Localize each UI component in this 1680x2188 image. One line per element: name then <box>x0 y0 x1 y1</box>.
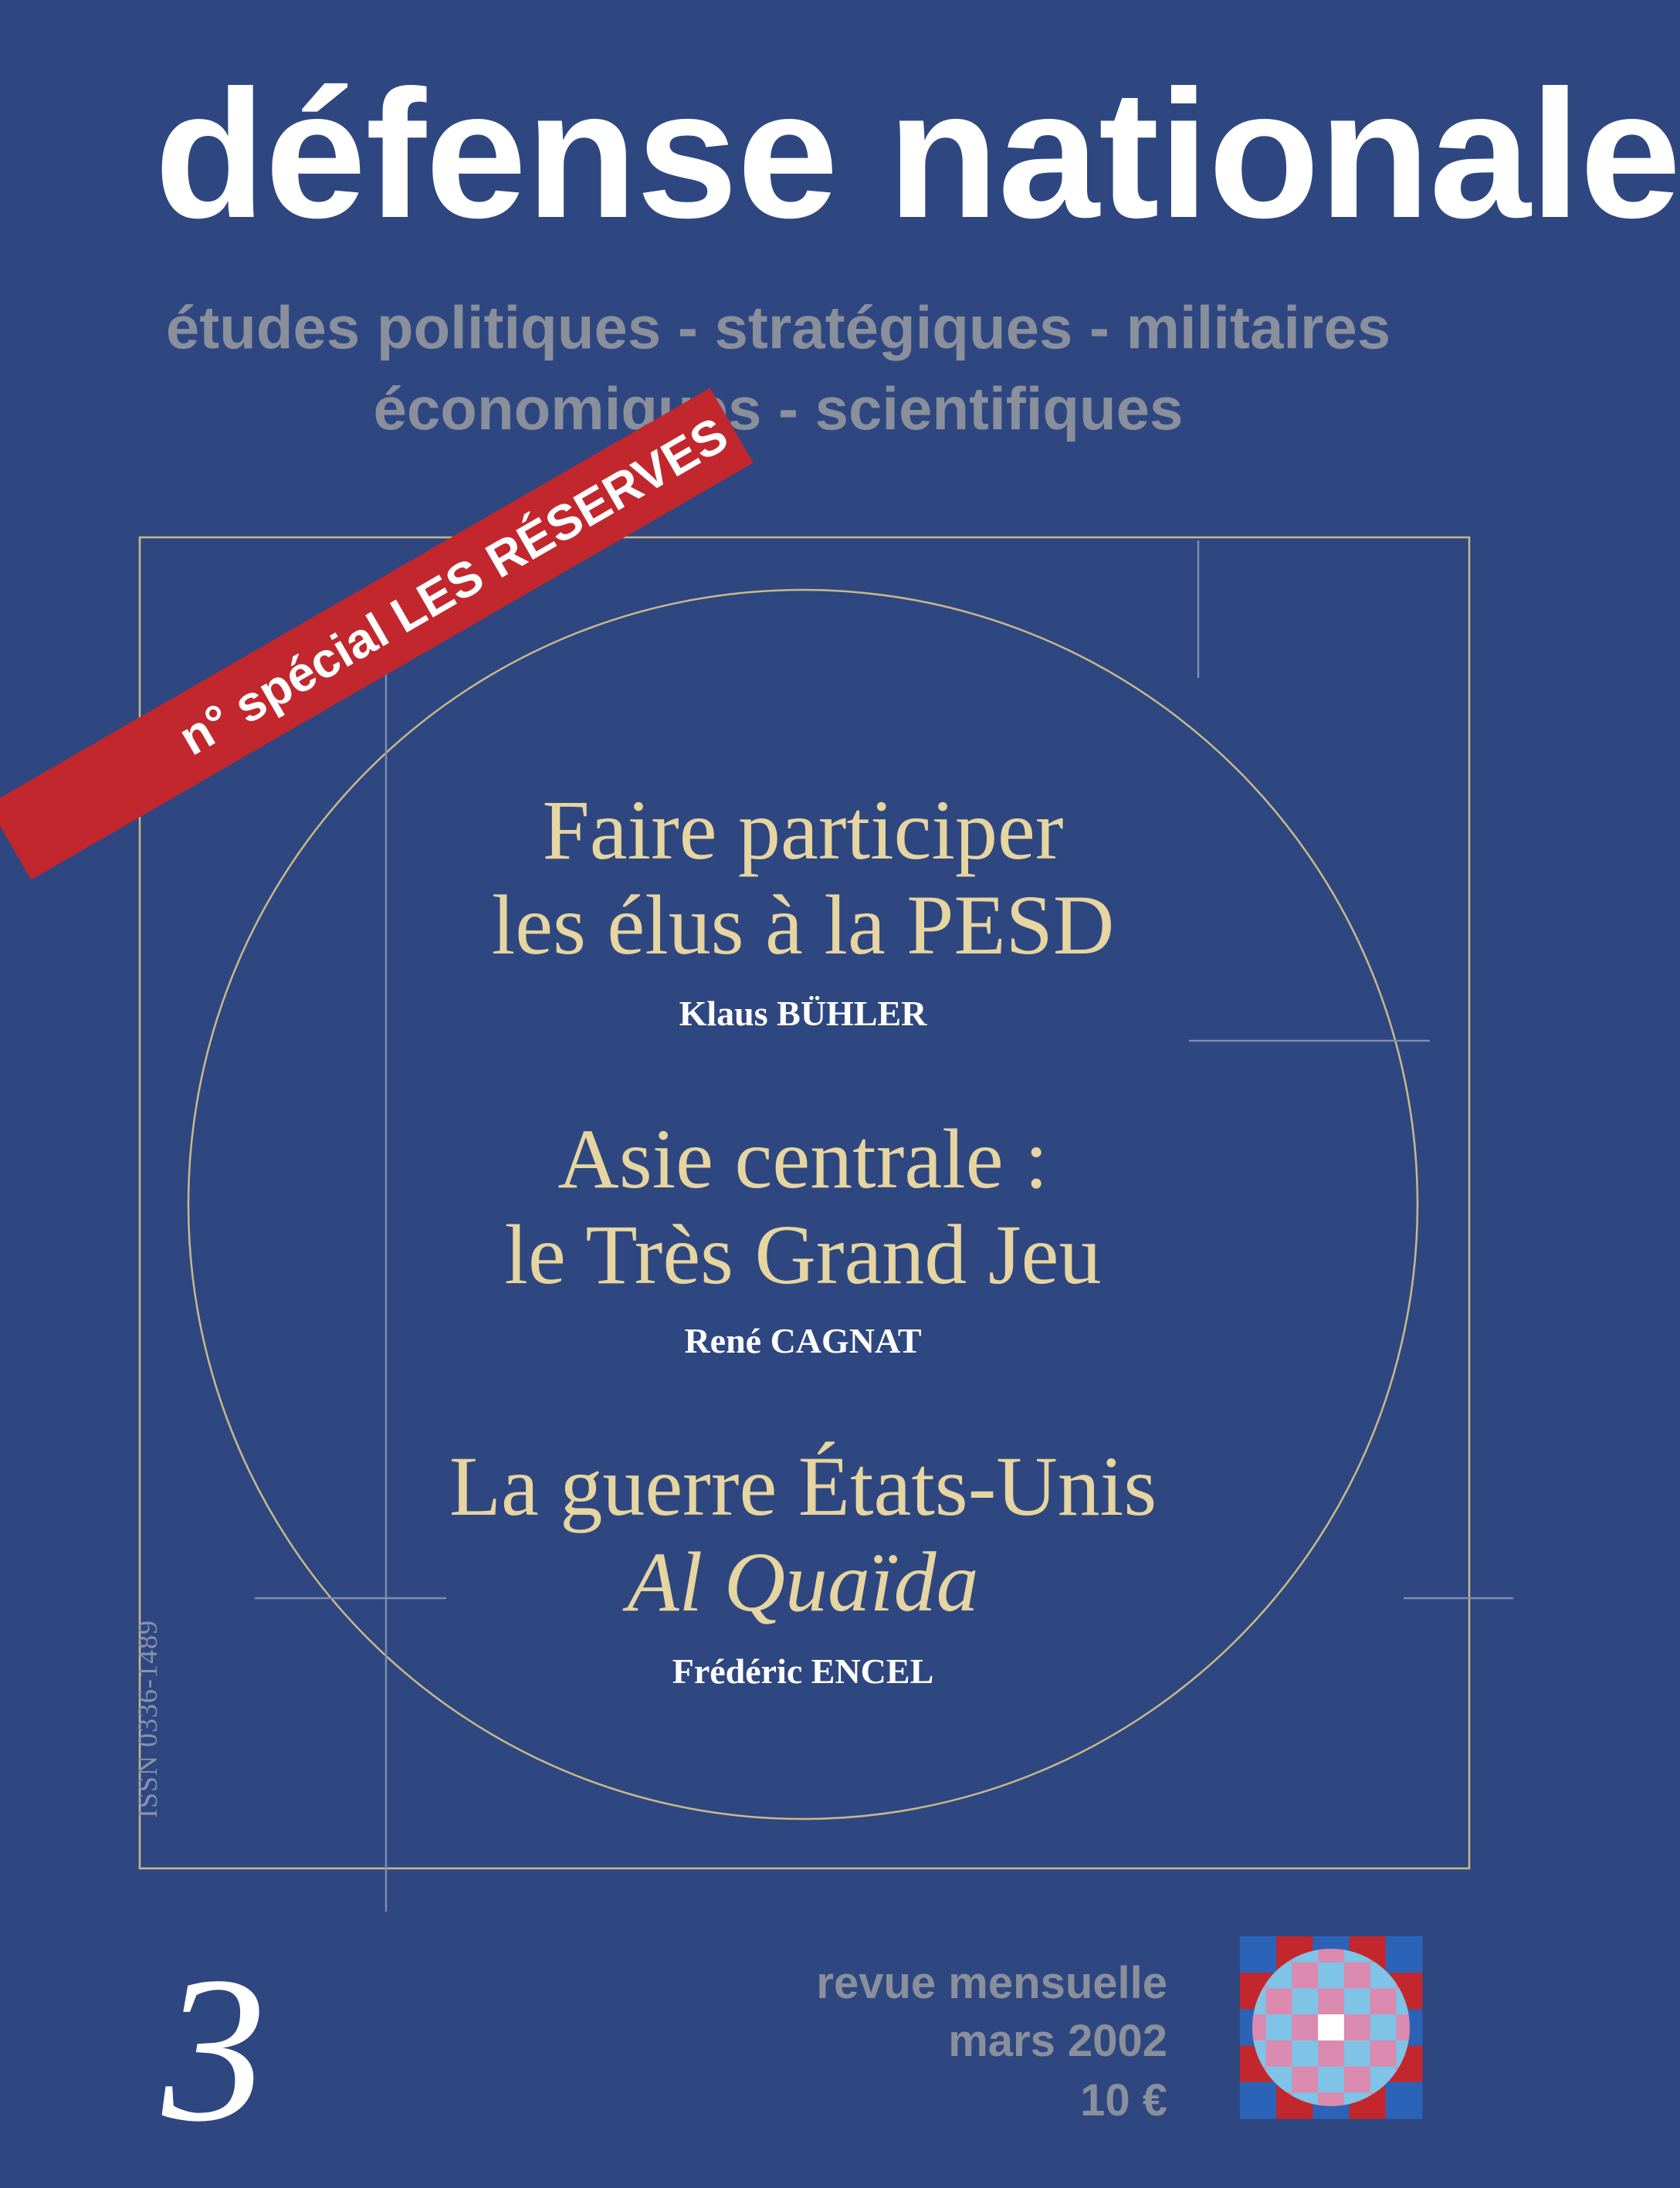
article-2-title-line-1: Asie centrale : <box>557 1112 1048 1206</box>
publication-frequency: revue mensuelle <box>816 1958 1167 2008</box>
masthead-title: défense nationale <box>154 52 1680 256</box>
logo-inner-tile <box>1344 1963 1370 1989</box>
article-3-title-line-1: La guerre États-Unis <box>449 1439 1157 1533</box>
logo-inner-tile <box>1344 2014 1370 2041</box>
logo-inner-tile <box>1344 2067 1370 2093</box>
logo-outer-tile <box>1386 1936 1423 1973</box>
logo-inner-tile <box>1344 2041 1370 2067</box>
logo-outer-tile <box>1240 1936 1277 1973</box>
logo-inner-tile <box>1370 2041 1397 2067</box>
logo-inner-tile <box>1318 1963 1344 1989</box>
logo-inner-tile <box>1318 2014 1344 2041</box>
subtitle-line-1: études politiques - stratégiques - militaires <box>165 293 1391 361</box>
logo-inner-tile <box>1292 2067 1318 2093</box>
publisher-logo-icon <box>1240 1936 1422 2119</box>
logo-inner-tile <box>1292 1988 1318 2014</box>
article-3-title-line-2: Al Quaïda <box>627 1535 979 1629</box>
subtitle-line-2: économiques - scientifiques <box>373 374 1184 442</box>
logo-inner-tile <box>1344 1988 1370 2014</box>
logo-inner-tile <box>1370 1988 1397 2014</box>
logo-inner-tile <box>1266 2041 1292 2067</box>
logo-inner-tile <box>1318 2067 1344 2093</box>
logo-outer-tile <box>1386 2082 1423 2119</box>
article-1-title-line-2: les élus à la PESD <box>491 878 1115 972</box>
article-1-author: Klaus BÜHLER <box>679 994 927 1033</box>
article-2-title-line-2: le Très Grand Jeu <box>504 1207 1102 1302</box>
logo-inner-tile <box>1318 2041 1344 2067</box>
issue-price: 10 € <box>1080 2075 1167 2125</box>
logo-inner-tile <box>1292 1963 1318 1989</box>
logo-inner-tile <box>1266 1988 1292 2014</box>
article-3-author: Frédéric ENCEL <box>672 1651 934 1691</box>
issue-number: 3 <box>162 1934 266 2165</box>
article-2-author: René CAGNAT <box>684 1321 922 1360</box>
logo-outer-tile <box>1240 2082 1277 2119</box>
special-issue-banner: n° spécial LES RÉSERVES <box>0 388 754 880</box>
logo-inner-tile <box>1292 2041 1318 2067</box>
article-1-title-line-1: Faire participer <box>542 783 1064 877</box>
issn-number: ISSN 0336-1489 <box>132 1619 163 1818</box>
logo-inner-tile <box>1266 2014 1292 2041</box>
issue-date: mars 2002 <box>948 2016 1167 2066</box>
logo-inner-tile <box>1318 1988 1344 2014</box>
logo-inner-tile <box>1370 2014 1397 2041</box>
logo-inner-tile <box>1292 2014 1318 2041</box>
